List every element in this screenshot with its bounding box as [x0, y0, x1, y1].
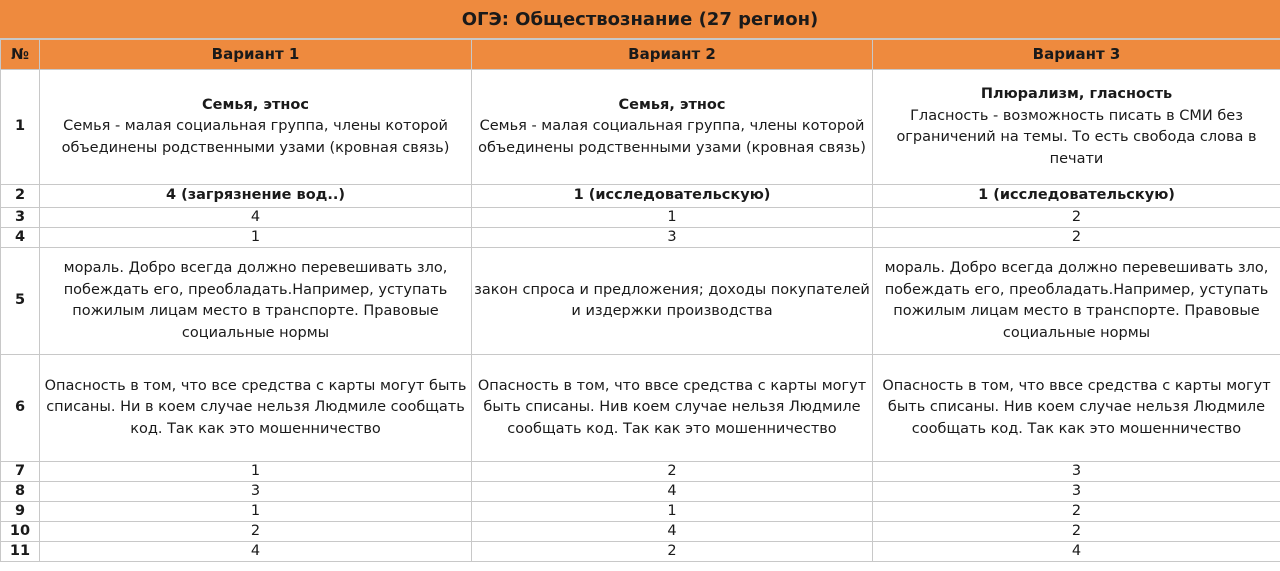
answer-cell[interactable]: 1 [40, 228, 472, 248]
cell-text: Семья - малая социальная группа, члены которой объединены родственными узами (кровная связь) [478, 118, 866, 156]
answer-cell[interactable]: 1 [40, 502, 472, 522]
answer-cell[interactable]: 1 [472, 502, 873, 522]
answer-cell[interactable]: 2 [40, 522, 472, 542]
header-row [1, 40, 1280, 70]
table-row [1, 542, 1280, 562]
answer-cell[interactable]: 3 [873, 482, 1280, 502]
answer-cell[interactable]: 2 [472, 462, 873, 482]
table-row [1, 502, 1280, 522]
header-variant-3[interactable]: Вариант 3 [873, 40, 1280, 70]
answer-cell[interactable]: 3 [40, 482, 472, 502]
answer-cell[interactable]: 2 [873, 208, 1280, 228]
answer-cell[interactable]: Опасность в том, что все средства с карты могут быть списаны. Ни в коем случае нельзя Людмиле сообщать код. Так как это мошенничество [40, 355, 472, 462]
answer-cell[interactable]: Опасность в том, что ввсе средства с карты могут быть списаны. Нив коем случае нельзя Людмиле сообщать код. Так как это мошенничество [873, 355, 1280, 462]
answer-cell[interactable]: 4 (загрязнение вод..) [40, 185, 472, 208]
answer-cell[interactable]: 2 [472, 542, 873, 562]
row-number[interactable]: 7 [1, 462, 40, 482]
row-number[interactable]: 3 [1, 208, 40, 228]
answer-cell[interactable] [873, 70, 1280, 185]
answer-cell[interactable]: Опасность в том, что ввсе средства с карты могут быть списаны. Нив коем случае нельзя Людмиле сообщать код. Так как это мошенничество [472, 355, 873, 462]
answer-cell[interactable]: 2 [873, 522, 1280, 542]
row-number[interactable]: 11 [1, 542, 40, 562]
cell-text: Семья - малая социальная группа, члены которой объединены родственными узами (кровная связь) [61, 118, 450, 156]
answer-cell[interactable]: 4 [472, 522, 873, 542]
row-number[interactable]: 8 [1, 482, 40, 502]
answer-cell[interactable]: 4 [873, 542, 1280, 562]
answer-cell[interactable]: 2 [873, 228, 1280, 248]
row-number[interactable]: 4 [1, 228, 40, 248]
cell-topic: Семья, этнос [618, 96, 726, 113]
cell-topic: Плюрализм, гласность [980, 86, 1173, 102]
answer-cell[interactable]: мораль. Добро всегда должно перевешивать зло, побеждать его, преобладать.Например, уступать пожилым лицам место в транспорте. Правовые социальные нормы [873, 248, 1280, 355]
table-row [1, 208, 1280, 228]
row-number[interactable]: 6 [1, 355, 40, 462]
answer-cell[interactable] [40, 70, 472, 185]
row-number[interactable]: 5 [1, 248, 40, 355]
cell-topic: Семья, этнос [202, 96, 309, 113]
answer-cell[interactable]: 3 [472, 228, 873, 248]
answer-cell[interactable]: 1 (исследовательскую) [873, 185, 1280, 208]
table-row [1, 482, 1280, 502]
answer-cell[interactable]: 1 [40, 462, 472, 482]
table-row [1, 462, 1280, 482]
row-number[interactable]: 9 [1, 502, 40, 522]
answer-cell[interactable]: 4 [40, 208, 472, 228]
sheet-title[interactable]: ОГЭ: Обществознание (27 регион) [0, 0, 1280, 39]
answer-cell[interactable]: 2 [873, 502, 1280, 522]
answer-cell[interactable] [472, 70, 873, 185]
answer-cell[interactable]: 3 [873, 462, 1280, 482]
answer-cell[interactable]: мораль. Добро всегда должно перевешивать зло, побеждать его, преобладать.Например, уступать пожилым лицам место в транспорте. Правовые социальные нормы [40, 248, 472, 355]
answer-cell[interactable]: 4 [40, 542, 472, 562]
table-row [1, 248, 1280, 355]
table-row [1, 185, 1280, 208]
row-number[interactable]: 2 [1, 185, 40, 208]
answer-cell[interactable]: 1 [472, 208, 873, 228]
answer-cell[interactable]: 4 [472, 482, 873, 502]
answer-cell[interactable]: 1 (исследовательскую) [472, 185, 873, 208]
table-row [1, 228, 1280, 248]
row-number[interactable]: 1 [1, 70, 40, 185]
table-row [1, 522, 1280, 542]
header-num[interactable]: № [1, 40, 40, 70]
header-variant-2[interactable]: Вариант 2 [472, 40, 873, 70]
table-row [1, 355, 1280, 462]
row-number[interactable]: 10 [1, 522, 40, 542]
cell-text: Гласность - возможность писать в СМИ без ограничений на темы. То есть свобода слова в печати [896, 107, 1257, 167]
header-variant-1[interactable]: Вариант 1 [40, 40, 472, 70]
answer-table [0, 39, 1280, 562]
table-row [1, 70, 1280, 185]
answer-cell[interactable]: закон спроса и предложения; доходы покупателей и издержки производства [472, 248, 873, 355]
